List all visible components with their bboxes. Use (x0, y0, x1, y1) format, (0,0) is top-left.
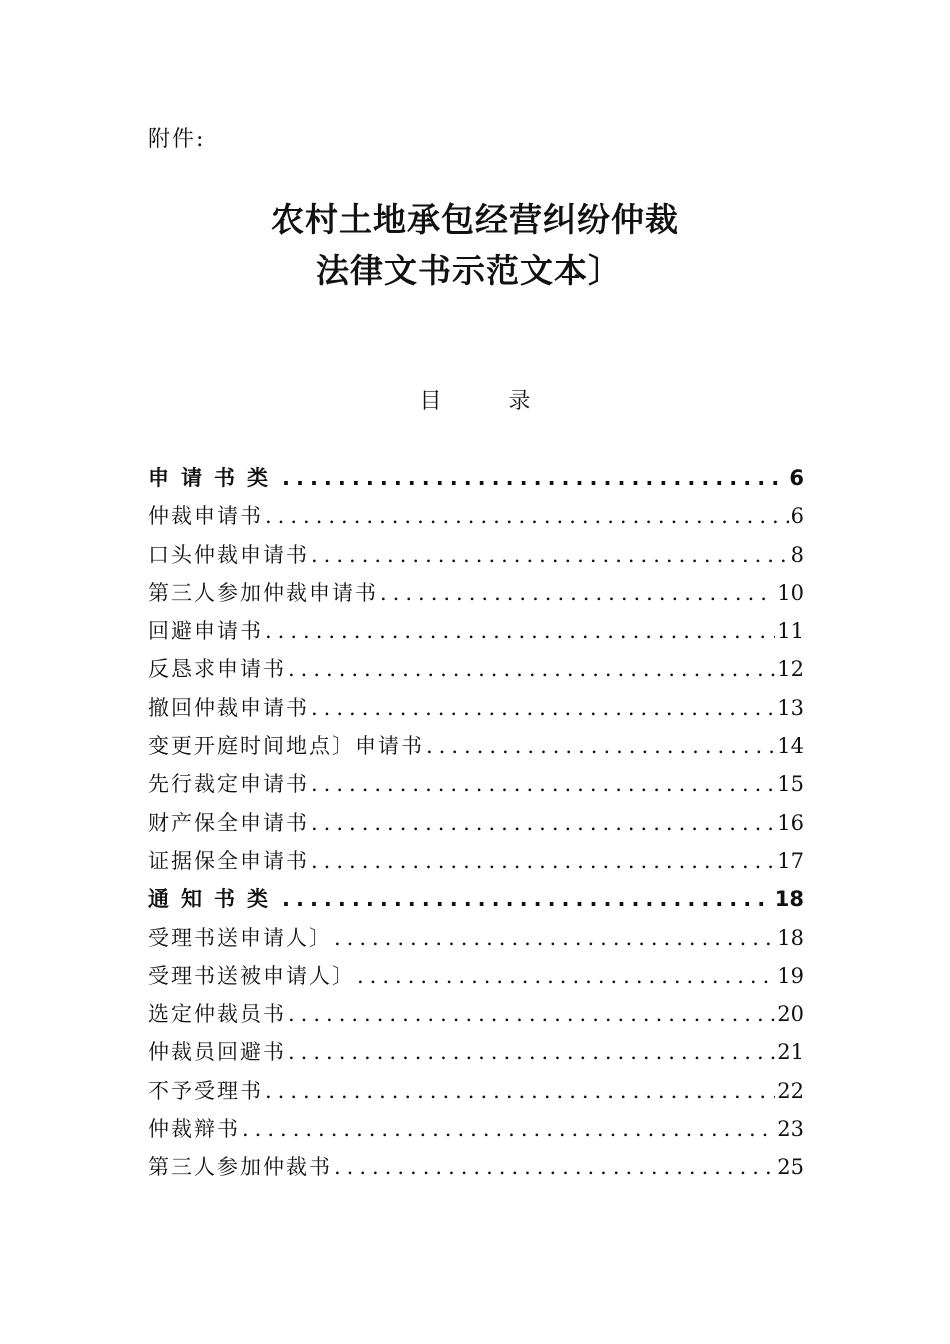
toc-entry[interactable] (148, 998, 804, 1036)
toc-page-number: 20 (777, 1002, 804, 1027)
toc-dot-leader (282, 466, 787, 490)
toc-dot-leader (288, 657, 775, 681)
toc-dot-leader (426, 734, 775, 758)
toc-entry[interactable] (148, 615, 804, 653)
toc-dot-leader (265, 1079, 775, 1103)
toc-page-number: 18 (777, 925, 804, 950)
toc-entry-label: 财产保全申请书 (148, 810, 309, 835)
toc-page-number: 22 (777, 1078, 804, 1103)
toc-entry[interactable] (148, 692, 804, 730)
toc-dot-leader (357, 964, 775, 988)
toc-entry-label: 反恳求申请书 (148, 657, 286, 682)
toc-page-number: 12 (777, 657, 804, 682)
toc-entry-label: 选定仲裁员书 (148, 1002, 286, 1027)
toc-page-number: 15 (777, 772, 804, 797)
toc-section-heading[interactable] (148, 883, 804, 921)
toc-dot-leader (242, 1117, 775, 1141)
toc-dot-leader (334, 1155, 775, 1179)
toc-entry-label: 证据保全申请书 (148, 848, 309, 873)
document-title-line-1: 农村土地承包经营纠纷仲裁 (271, 200, 679, 239)
toc-page-number: 14 (777, 734, 804, 759)
toc-entry-label: 先行裁定申请书 (148, 772, 309, 797)
toc-dot-leader (265, 619, 775, 643)
toc-entry-label: 申请书类 (148, 466, 280, 490)
toc-page-number: 18 (774, 887, 804, 912)
toc-entry-label: 变更开庭时间地点〕申请书 (148, 734, 424, 759)
toc-section-heading[interactable] (148, 462, 804, 500)
toc-page-number: 8 (790, 542, 804, 567)
toc-entry[interactable] (148, 1075, 804, 1113)
toc-dot-leader (282, 887, 773, 911)
toc-page-number: 10 (777, 580, 804, 605)
table-of-contents (148, 462, 804, 1190)
toc-page-number: 13 (777, 695, 804, 720)
toc-entry-label: 口头仲裁申请书 (148, 542, 309, 567)
toc-entry[interactable] (148, 807, 804, 845)
toc-page-number: 25 (777, 1155, 804, 1180)
toc-page-number: 19 (777, 963, 804, 988)
toc-entry-label: 仲裁员回避书 (148, 1040, 286, 1065)
toc-entry[interactable] (148, 845, 804, 883)
toc-entry[interactable] (148, 922, 804, 960)
toc-entry-label: 受理书送申请人〕 (148, 925, 332, 950)
toc-entry[interactable] (148, 1151, 804, 1189)
toc-page-number: 11 (777, 619, 804, 644)
toc-entry[interactable] (148, 577, 804, 615)
toc-entry[interactable] (148, 500, 804, 538)
toc-page-number: 21 (777, 1040, 804, 1065)
toc-entry-label: 仲裁辩书 (148, 1117, 240, 1142)
toc-entry[interactable] (148, 768, 804, 806)
toc-entry-label: 第三人参加仲裁书 (148, 1155, 332, 1180)
toc-dot-leader (288, 1040, 775, 1064)
toc-dot-leader (311, 849, 775, 873)
toc-entry-label: 第三人参加仲裁申请书 (148, 580, 378, 605)
toc-dot-leader (311, 696, 775, 720)
toc-entry[interactable] (148, 1036, 804, 1074)
toc-dot-leader (380, 581, 775, 605)
toc-dot-leader (334, 926, 775, 950)
toc-entry-label: 不予受理书 (148, 1078, 263, 1103)
toc-heading: 目 录 (419, 389, 561, 414)
toc-page-number: 17 (777, 848, 804, 873)
toc-dot-leader (288, 1002, 775, 1026)
attachment-label: 附件: (148, 127, 206, 152)
toc-entry-label: 撤回仲裁申请书 (148, 695, 309, 720)
toc-entry-label: 回避申请书 (148, 619, 263, 644)
toc-entry-label: 仲裁申请书 (148, 504, 263, 529)
toc-entry[interactable] (148, 1113, 804, 1151)
toc-page-number: 6 (790, 504, 804, 529)
toc-dot-leader (311, 811, 775, 835)
toc-entry[interactable] (148, 960, 804, 998)
toc-entry[interactable] (148, 730, 804, 768)
toc-entry-label: 受理书送被申请人〕 (148, 963, 355, 988)
toc-entry-label: 通知书类 (148, 887, 280, 912)
toc-dot-leader (265, 504, 789, 528)
toc-dot-leader (311, 772, 775, 796)
toc-page-number: 6 (789, 466, 804, 490)
toc-page-number: 16 (777, 810, 804, 835)
document-title-line-2: 法律文书示范文本〕 (316, 251, 622, 290)
toc-entry[interactable] (148, 653, 804, 691)
toc-entry[interactable] (148, 539, 804, 577)
toc-page-number: 23 (777, 1117, 804, 1142)
toc-dot-leader (311, 543, 789, 567)
